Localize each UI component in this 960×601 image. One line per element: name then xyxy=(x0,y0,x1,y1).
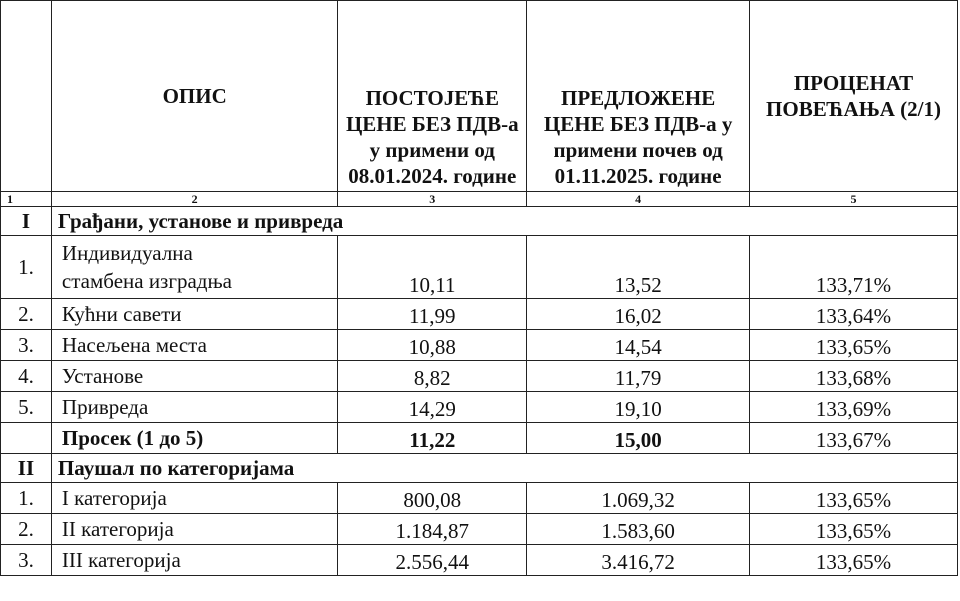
column-number: 2 xyxy=(51,192,337,207)
proposed-price: 13,52 xyxy=(527,236,750,299)
existing-price: 10,11 xyxy=(338,236,527,299)
section-header-row xyxy=(1,207,958,236)
increase-percent: 133,65% xyxy=(750,483,958,514)
proposed-price: 1.583,60 xyxy=(527,514,750,545)
row-description: Установе xyxy=(51,361,337,392)
row-index xyxy=(1,423,52,454)
proposed-price: 14,54 xyxy=(527,330,750,361)
table-row xyxy=(1,545,958,576)
increase-percent: 133,65% xyxy=(750,514,958,545)
section-title: Паушал по категоријама xyxy=(51,454,957,483)
column-number-row xyxy=(1,192,958,207)
row-index: 3. xyxy=(1,330,52,361)
header-col-index xyxy=(1,1,52,192)
proposed-price: 19,10 xyxy=(527,392,750,423)
table-row xyxy=(1,392,958,423)
average-proposed-price: 15,00 xyxy=(527,423,750,454)
existing-price: 800,08 xyxy=(338,483,527,514)
average-label: Просек (1 до 5) xyxy=(51,423,337,454)
row-description: Привреда xyxy=(51,392,337,423)
existing-price: 10,88 xyxy=(338,330,527,361)
table-row xyxy=(1,299,958,330)
increase-percent: 133,71% xyxy=(750,236,958,299)
header-row xyxy=(1,1,958,192)
column-number: 3 xyxy=(338,192,527,207)
column-number: 1 xyxy=(1,192,52,207)
existing-price: 11,99 xyxy=(338,299,527,330)
increase-percent: 133,64% xyxy=(750,299,958,330)
row-description: II категорија xyxy=(51,514,337,545)
proposed-price: 3.416,72 xyxy=(527,545,750,576)
row-index: 1. xyxy=(1,236,52,299)
table-row xyxy=(1,236,958,299)
row-index: 5. xyxy=(1,392,52,423)
row-index: 1. xyxy=(1,483,52,514)
existing-price: 2.556,44 xyxy=(338,545,527,576)
row-description xyxy=(51,236,337,299)
column-number: 4 xyxy=(527,192,750,207)
table-row xyxy=(1,330,958,361)
section-header-row xyxy=(1,454,958,483)
increase-percent: 133,68% xyxy=(750,361,958,392)
table-row xyxy=(1,483,958,514)
header-increase-percent: ПРОЦЕНАТ ПОВЕЋАЊА (2/1) xyxy=(750,1,958,192)
existing-price: 14,29 xyxy=(338,392,527,423)
average-existing-price: 11,22 xyxy=(338,423,527,454)
row-description-line: Индивидуална xyxy=(61,241,193,265)
table-row xyxy=(1,514,958,545)
row-index: 4. xyxy=(1,361,52,392)
increase-percent: 133,65% xyxy=(750,330,958,361)
existing-price: 1.184,87 xyxy=(338,514,527,545)
table-row xyxy=(1,361,958,392)
row-description: I категорија xyxy=(51,483,337,514)
section-number: I xyxy=(1,207,52,236)
proposed-price: 11,79 xyxy=(527,361,750,392)
row-index: 3. xyxy=(1,545,52,576)
row-index: 2. xyxy=(1,514,52,545)
row-description: III категорија xyxy=(51,545,337,576)
average-row xyxy=(1,423,958,454)
proposed-price: 1.069,32 xyxy=(527,483,750,514)
header-proposed-prices: ПРЕДЛОЖЕНЕ ЦЕНЕ БЕЗ ПДВ-а у примени почев од 01.11.2025. године xyxy=(527,1,750,192)
row-index: 2. xyxy=(1,299,52,330)
proposed-price: 16,02 xyxy=(527,299,750,330)
header-description: ОПИС xyxy=(51,1,337,192)
row-description: Насељена места xyxy=(51,330,337,361)
increase-percent: 133,69% xyxy=(750,392,958,423)
existing-price: 8,82 xyxy=(338,361,527,392)
column-number: 5 xyxy=(750,192,958,207)
row-description: Кућни савети xyxy=(51,299,337,330)
average-increase-percent: 133,67% xyxy=(750,423,958,454)
section-number: II xyxy=(1,454,52,483)
row-description-line: стамбена изградња xyxy=(61,269,232,293)
section-title: Грађани, установе и привреда xyxy=(51,207,957,236)
increase-percent: 133,65% xyxy=(750,545,958,576)
header-existing-prices: ПОСТОЈЕЋЕ ЦЕНЕ БЕЗ ПДВ-а у примени од 08.01.2024. године xyxy=(338,1,527,192)
